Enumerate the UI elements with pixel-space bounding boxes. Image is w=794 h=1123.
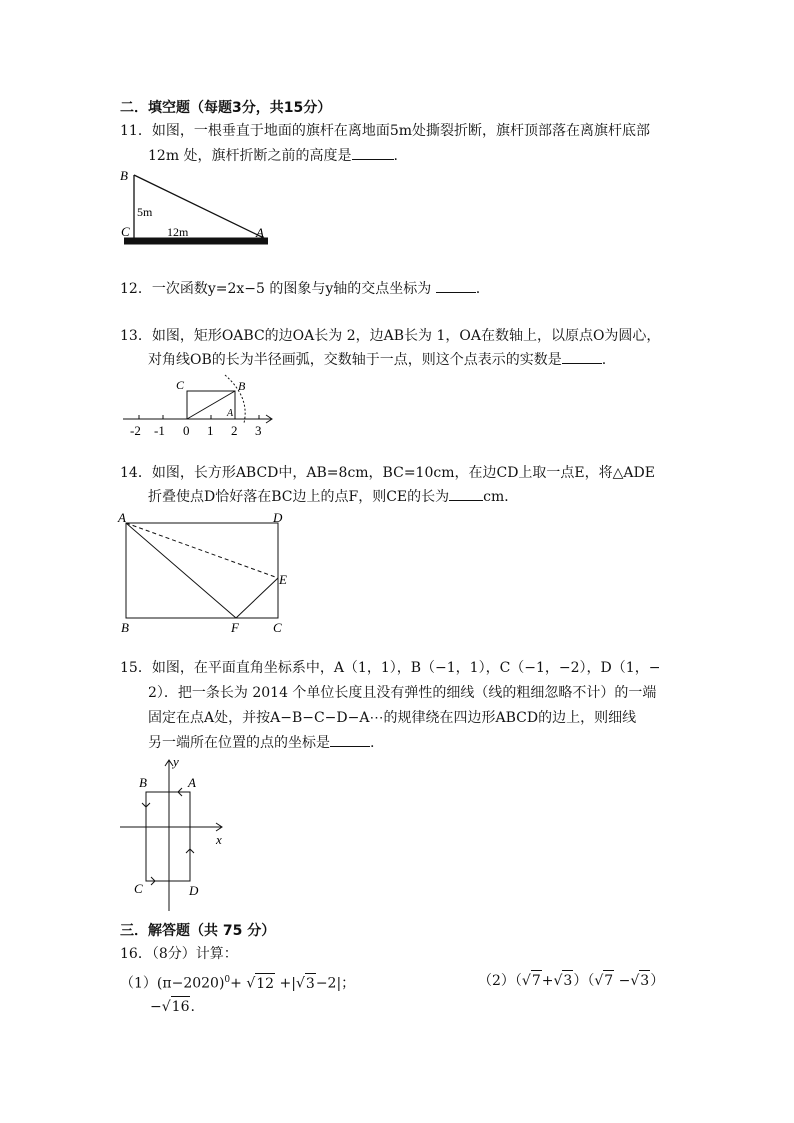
- q13-tick-label: 1: [207, 423, 214, 438]
- q15-line2: 2）．把一条长为 2014 个单位长度且没有弹性的细线（线的粗细忽略不计）的一端: [148, 685, 657, 701]
- q16-p1-exp: 0: [224, 975, 231, 985]
- q16-p2-l2-a: −: [150, 999, 162, 1015]
- q16-p2-radicand-3: 7: [603, 970, 614, 991]
- q14-segment-AF: [126, 523, 236, 618]
- q14-label-A: A: [118, 510, 126, 525]
- q14-rectangle: [126, 523, 278, 618]
- q11-label-5m: 5m: [137, 205, 153, 219]
- q14-figure: [116, 508, 296, 638]
- q13-tick-label: 3: [255, 423, 262, 438]
- q15-quadrilateral: [146, 792, 190, 881]
- q14-line2: [148, 487, 518, 507]
- q15-label-y: y: [173, 754, 179, 769]
- q14-label-B: B: [121, 620, 129, 635]
- q15-line4-text: 另一端所在位置的点的坐标是: [148, 735, 330, 751]
- q12-end: .: [475, 281, 481, 297]
- q13-tick-label: -1: [154, 423, 165, 438]
- section-title-solutions: 三．解答题（共 75 分）: [120, 923, 276, 939]
- q13-tick-label: 2: [231, 423, 238, 438]
- q16-p2-radicand-4: 3: [639, 970, 650, 991]
- section-title-fill-blank: 二．填空题（每题3分，共15分）: [120, 100, 332, 116]
- q12-answer-blank[interactable]: [436, 292, 476, 293]
- q11-answer-blank[interactable]: [352, 159, 394, 160]
- q13-label-B: B: [238, 379, 246, 393]
- q13-line2-end: .: [601, 352, 607, 368]
- q12-line: [120, 279, 480, 299]
- q13-line2: [148, 350, 606, 370]
- q15-line4: [148, 733, 374, 753]
- q16-p1-radicand-1: 12: [255, 973, 275, 994]
- q16-p2-l2-radicand: 16: [171, 996, 191, 1017]
- q14-line2-end: cm．: [483, 489, 519, 505]
- q11-line2-text: 12m 处，旗杆折断之前的高度是: [148, 148, 352, 164]
- q11-label-A: A: [256, 225, 264, 240]
- q16-p2-label: （2）（: [478, 973, 522, 989]
- q16-p2-b: ）（: [573, 973, 595, 989]
- q14-label-D: D: [273, 510, 283, 525]
- q16-p2-a: +: [541, 973, 554, 989]
- q15-label-D: D: [189, 883, 199, 898]
- q11-figure: [118, 165, 273, 255]
- q14-label-C: C: [273, 620, 282, 635]
- q13-line2-text: 对角线OB的长为半径画弧，交数轴于一点，则这个点表示的实数是: [148, 352, 562, 368]
- q11-label-B: B: [120, 168, 128, 183]
- q15-label-C: C: [134, 881, 143, 896]
- q16-p1-label: （1）: [120, 975, 157, 992]
- q11-hypotenuse: [134, 175, 266, 239]
- q16-p1-radicand-2: 3: [305, 973, 316, 994]
- q15-label-x: x: [216, 832, 222, 847]
- q16-p1-b: +: [230, 975, 242, 992]
- q11-line1: 11．如图，一根垂直于地面的旗杆在离地面5m处撕裂折断，旗杆顶部落在离旗杆底部: [120, 123, 650, 139]
- q16-p2-radicand-2: 3: [562, 970, 573, 991]
- q16-p2-radicand-1: 7: [531, 970, 542, 991]
- q15-label-A: A: [188, 775, 196, 790]
- q15-line1: 15．如图，在平面直角坐标系中，A（1，1），B（−1，1），C（−1，−2），D（1，−: [120, 660, 661, 676]
- q16-p1-c: +|: [279, 975, 296, 992]
- q16-p1-d: −2|；: [315, 975, 356, 992]
- q16-p1-a: (π−2020): [156, 975, 225, 992]
- q13-figure: [120, 372, 280, 442]
- q14-line2-text: 折叠使点D恰好落在BC边上的点F，则CE的长为: [148, 489, 450, 505]
- q14-segment-FE: [236, 578, 278, 618]
- q16-p2-c: −: [618, 973, 631, 989]
- q13-tick-label: -2: [130, 423, 141, 438]
- q11-label-12m: 12m: [167, 225, 189, 239]
- q15-figure: [118, 755, 238, 910]
- q16-part2-line2: −√16.: [150, 996, 195, 1017]
- q14-fold-AE: [126, 523, 278, 578]
- q14-label-F: F: [231, 620, 239, 635]
- q11-line2: [148, 146, 398, 166]
- q14-label-E: E: [279, 572, 287, 587]
- q13-answer-blank[interactable]: [562, 363, 602, 364]
- q15-line3: 固定在点A处，并按A−B−C−D−A⋯的规律绕在四边形ABCD的边上，则细线: [148, 710, 637, 726]
- q16-p2-d: ）: [650, 973, 665, 989]
- q12-text: 12．一次函数y=2x−5 的图象与y轴的交点坐标为: [120, 281, 432, 297]
- q13-tick-label: 0: [183, 423, 190, 438]
- q15-answer-blank[interactable]: [330, 746, 370, 747]
- q13-line1: 13．如图，矩形OABC的边OA长为 2，边AB长为 1，OA在数轴上，以原点O为圆心，: [120, 328, 661, 344]
- q16-head: 16．（8分）计算：: [120, 946, 238, 962]
- q13-label-A: A: [227, 408, 234, 419]
- q16-p2-l2-b: .: [190, 999, 195, 1015]
- q14-answer-blank[interactable]: [449, 500, 483, 501]
- q16-part1: $(1)(\pi-2020)^0+ √12 +|√3-2|$；: [120, 970, 355, 994]
- q11-label-C: C: [121, 224, 130, 239]
- q11-line2-end: .: [393, 148, 398, 164]
- q16-part2: （2）（√7+√3）（√7 −√3）: [478, 970, 664, 991]
- q13-label-C: C: [176, 378, 185, 392]
- q13-ticks: [139, 415, 259, 419]
- q15-line4-end: .: [370, 735, 375, 751]
- q15-label-B: B: [139, 775, 147, 790]
- q14-line1: 14．如图，长方形ABCD中，AB=8cm，BC=10cm，在边CD上取一点E，将△ADE: [120, 465, 655, 481]
